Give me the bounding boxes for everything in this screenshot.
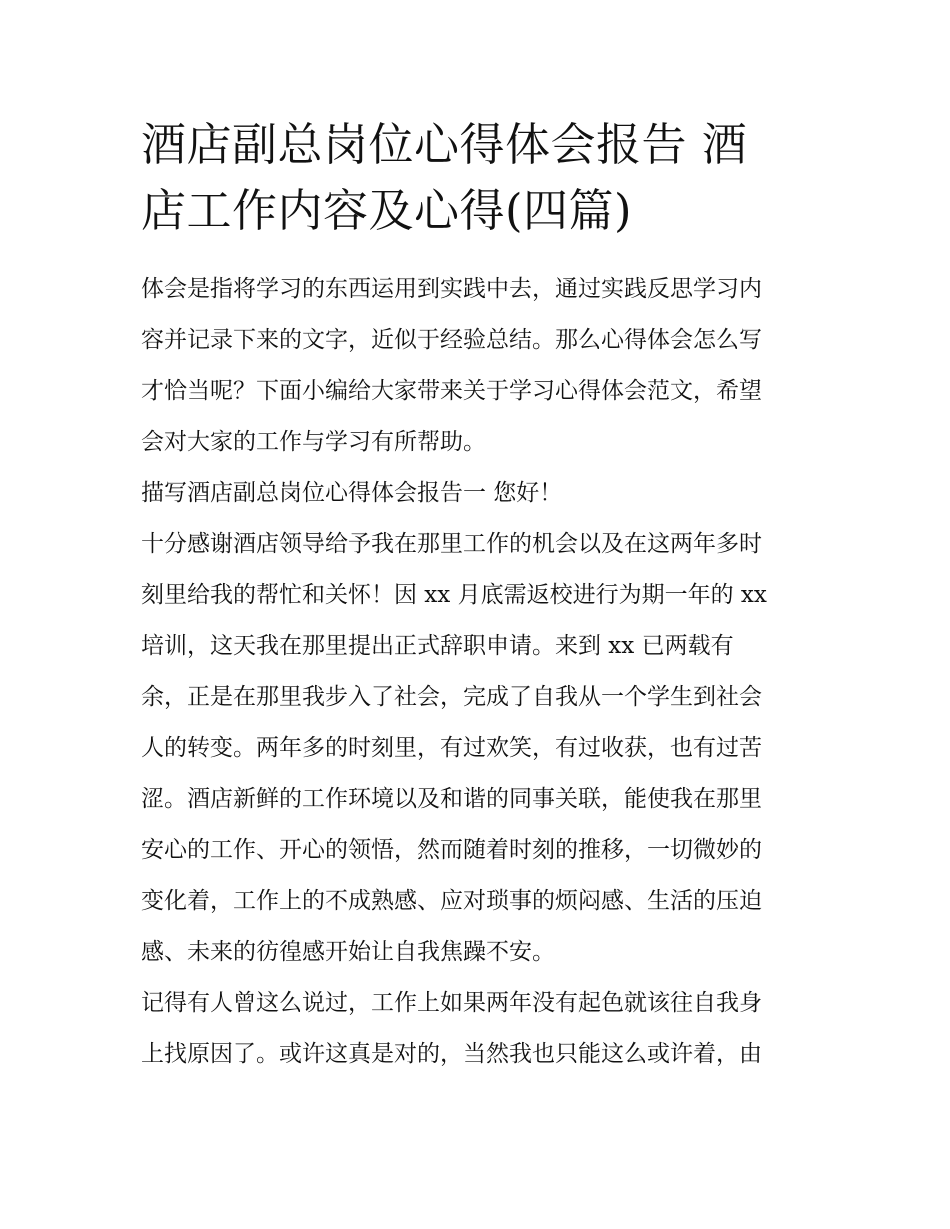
text-line: 培训，这天我在那里提出正式辞职申请。来到 xx 已两载有 (141, 633, 734, 659)
text-line: 体会是指将学习的东西运用到实践中去，通过实践反思学习内 (141, 276, 762, 302)
letter-paragraph (141, 519, 813, 978)
text-line: 会对大家的工作与学习有所帮助。 (141, 429, 486, 455)
text-line: 安心的工作、开心的领悟，然而随着时刻的推移，一切微妙的 (141, 837, 762, 863)
document-title (141, 112, 813, 244)
text-line: 容并记录下来的文字，近似于经验总结。那么心得体会怎么写 (141, 327, 762, 353)
document-page (141, 112, 813, 1080)
text-line: 人的转变。两年多的时刻里，有过欢笑，有过收获，也有过苦 (141, 735, 762, 761)
title-line: 酒店副总岗位心得体会报告 酒 (141, 118, 748, 171)
text-line: 描写酒店副总岗位心得体会报告一 您好！ (141, 480, 563, 506)
document-body (141, 264, 813, 1080)
intro-paragraph (141, 264, 813, 468)
text-line: 十分感谢酒店领导给予我在那里工作的机会以及在这两年多时 (141, 531, 762, 557)
text-line: 刻里给我的帮忙和关怀！因 xx 月底需返校进行为期一年的 xx (141, 582, 767, 608)
text-line: 变化着，工作上的不成熟感、应对琐事的烦闷感、生活的压迫 (141, 888, 762, 914)
text-line: 涩。酒店新鲜的工作环境以及和谐的同事关联，能使我在那里 (141, 786, 762, 812)
closing-paragraph (141, 978, 813, 1080)
section-heading-paragraph (141, 468, 813, 519)
text-line: 上找原因了。或许这真是对的，当然我也只能这么或许着，由 (141, 1041, 762, 1067)
text-line: 余，正是在那里我步入了社会，完成了自我从一个学生到社会 (141, 684, 762, 710)
text-line: 感、未来的彷徨感开始让自我焦躁不安。 (141, 939, 555, 965)
text-line: 才恰当呢？下面小编给大家带来关于学习心得体会范文，希望 (141, 378, 762, 404)
title-line: 店工作内容及心得(四篇) (141, 184, 633, 237)
text-line: 记得有人曾这么说过，工作上如果两年没有起色就该往自我身 (141, 990, 762, 1016)
